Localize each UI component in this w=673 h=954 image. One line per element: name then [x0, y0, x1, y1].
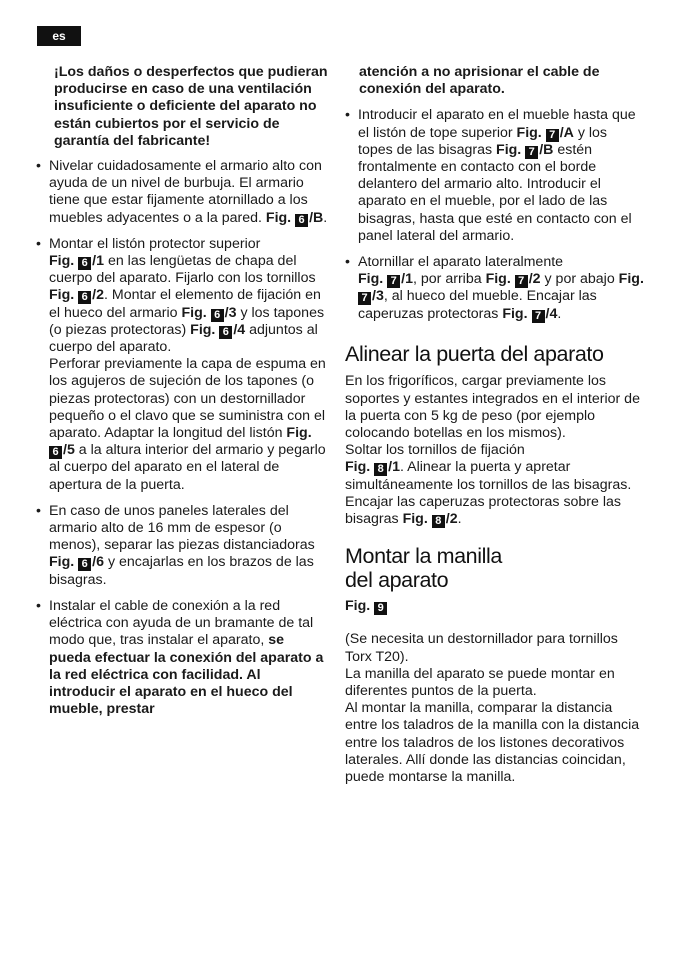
warranty-warning: ¡Los daños o desperfectos que pudieran producirse en caso de una ventilación insuficiente o deficiente del aparato no están cubiertos por el servicio de garantía del fabricante! [54, 64, 328, 149]
figure-7-badge: 7 [515, 275, 528, 288]
bullet-level-cabinet: • Nivelar cuidadosamente el armario alto con ayuda de un nivel de burbuja. El armario tiene que estar fijamente atornillado a los muebles adyacentes o a la pared. Fig. 6 /B. [36, 158, 328, 227]
bullet-install-cable: • Instalar el cable de conexión a la red eléctrica con ayuda de un bramante de tal modo que, tras instalar el aparato, se pueda efectuar la conexión del aparato a la red eléctrica con facilidad. Al introducir el aparato en el hueco del mueble, prestar [36, 598, 328, 718]
figure-6-badge: 6 [78, 257, 91, 270]
bullet-mount-protector-strip: • Montar el listón protector superior Fig. 6 /1 en las lengüetas de chapa del cuerpo del aparato. Fijarlo con los tornillos Fig. 6 /2. Montar el elemento de fijación en el hueco del armario Fig. 6 /3 y los tapones (o piezas protectoras) Fig. 6 /4 adjuntos al cuerpo del aparato. Perforar previamente la capa de espuma en los agujeros de sujeción de los tapones (o piezas protectoras) con un destornillador pequeño o el clavo que se suministra con el aparato. Adaptar la longitud del listón Fig. 6 /5 a la altura interior del armario y pegarlo al cuerpo del aparato en el lateral de apertura de la puerta. [36, 236, 328, 494]
figure-6-badge: 6 [78, 291, 91, 304]
figure-7-badge: 7 [532, 310, 545, 323]
figure-6-badge: 6 [295, 214, 308, 227]
cable-warning-continued: atención a no aprisionar el cable de conexión del aparato. [359, 64, 600, 98]
bullet-side-panels: • En caso de unos paneles laterales del armario alto de 16 mm de espesor (o menos), separar las piezas distanciadoras Fig. 6 /6 y encajarlas en los brazos de las bisagras. [36, 503, 328, 589]
right-column [345, 64, 645, 786]
bullet-screw-appliance: • Atornillar el aparato lateralmente Fig. 7 /1, por arriba Fig. 7 /2 y por abajo Fig. 7 /3, al hueco del mueble. Encajar las caperuzas protectoras Fig. 7 /4. [345, 254, 645, 323]
figure-7-badge: 7 [546, 129, 559, 142]
language-tab: es [37, 26, 81, 46]
figure-6-badge: 6 [49, 446, 62, 459]
left-column [36, 64, 328, 718]
heading-mount-handle: Montar la manilla del aparato [345, 544, 502, 592]
figure-8-badge: 8 [432, 515, 445, 528]
figure-8-badge: 8 [374, 463, 387, 476]
mount-handle-text: (Se necesita un destornillador para tornillos Torx T20). La manilla del aparato se puede montar en diferentes puntos de la puerta. Al montar la manilla, comparar la distancia entre los taladros de la manilla con la distancia entre los taladros de los listones decorativos laterales. Allí donde las distancias coincidan, puede montarse la manilla. [345, 631, 640, 785]
figure-6-badge: 6 [78, 558, 91, 571]
bullet-insert-appliance: • Introducir el aparato en el mueble hasta que el listón de tope superior Fig. 7 /A y los topes de las bisagras Fig. 7 /B estén frontalmente en contacto con el borde delantero del armario alto. Introducir el aparato en el mueble, por el lado de las bisagras, hasta que esté en contacto con el panel lateral del armario. [345, 107, 645, 245]
figure-7-badge: 7 [358, 292, 371, 305]
align-door-text: En los frigoríficos, cargar previamente los soportes y estantes integrados en el interior de la puerta con 5 kg de peso (por ejemplo colocando botellas en los mismos). Soltar los tornillos de fijación Fig. 8 /1. Alinear la puerta y apretar simultáneamente los tornillos de las bisagras. Encajar las caperuzas protectoras sobre las bisagras Fig. 8 /2. [345, 373, 640, 527]
figure-9-badge: 9 [374, 602, 387, 615]
heading-align-door: Alinear la puerta del aparato [345, 341, 604, 366]
figure-9-reference: Fig. 9 [345, 598, 645, 615]
figure-6-badge: 6 [219, 326, 232, 339]
figure-7-badge: 7 [387, 275, 400, 288]
figure-6-badge: 6 [211, 309, 224, 322]
figure-7-badge: 7 [525, 146, 538, 159]
